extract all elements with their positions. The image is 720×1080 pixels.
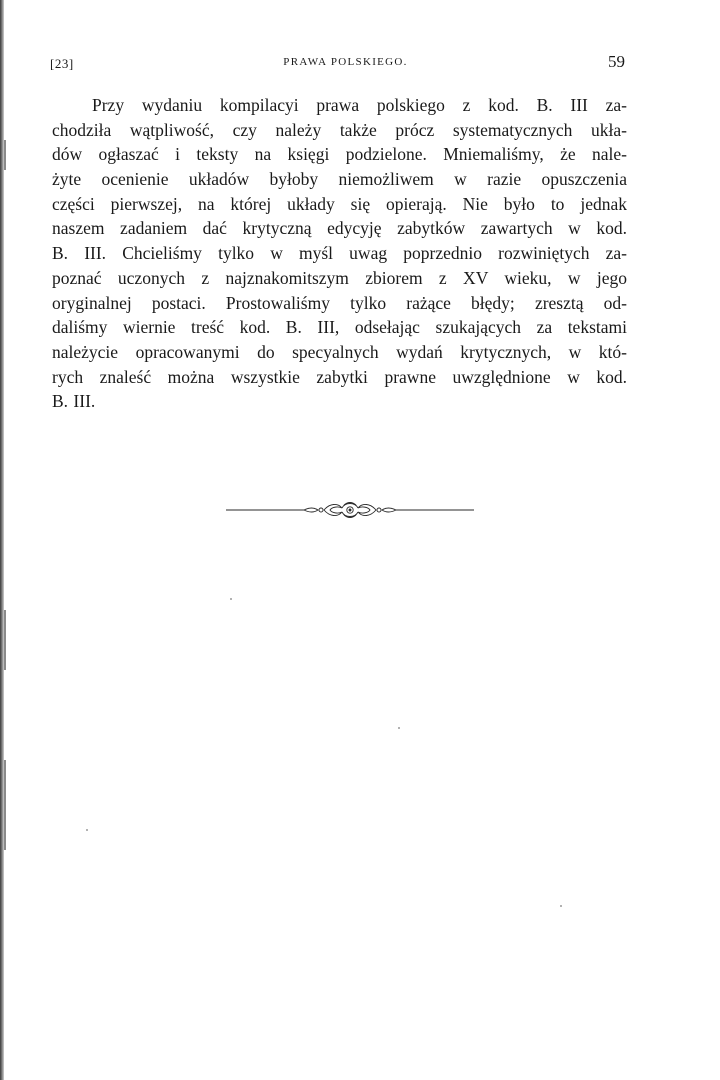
text-line: dów ogłaszać i teksty na księgi podzielone. Mniemaliśmy, że nale- — [52, 144, 627, 165]
binding-speck — [4, 760, 6, 850]
binding-speck — [4, 140, 6, 170]
body-paragraph — [52, 93, 627, 414]
paper-speck — [398, 727, 400, 729]
text-line: Przy wydaniu kompilacyi prawa polskiego z kod. B. III za- — [92, 95, 627, 115]
binding-speck — [4, 610, 6, 670]
text-line: poznać uczonych z najznakomitszym zbiorem z XV wieku, w jego — [52, 267, 627, 288]
section-marker: [23] — [50, 56, 74, 71]
page-number: 59 — [608, 52, 625, 71]
text-line: oryginalnej postaci. Prostowaliśmy tylko rażące błędy; zresztą od- — [52, 292, 627, 313]
text-line: części pierwszej, na której układy się opierają. Nie było to jednak — [52, 193, 627, 214]
running-head — [50, 52, 627, 76]
text-line: daliśmy wiernie treść kod. B. III, odsełając szukających za tekstami — [52, 317, 627, 338]
paper-speck — [560, 905, 562, 907]
paper-speck — [230, 598, 232, 600]
text-line: należycie opracowanymi do specyalnych wydań krytycznych, w któ- — [52, 341, 627, 362]
running-title: PRAWA POLSKIEGO. — [283, 56, 408, 68]
paper-speck — [86, 829, 88, 831]
text-line: B. III. Chcieliśmy tylko w myśl uwag poprzednio rozwiniętych za- — [52, 243, 627, 264]
text-line: rych znaleść można wszystkie zabytki prawne uwzględnione w kod. — [52, 366, 627, 387]
text-line: chodziła wątpliwość, czy należy także prócz systematycznych ukła- — [52, 119, 627, 140]
text-line: naszem zadaniem dać krytyczną edycyję zabytków zawartych w kod. — [52, 218, 627, 239]
text-line: B. III. — [52, 391, 96, 412]
fleuron-divider-icon — [226, 500, 474, 520]
text-line: żyte ocenienie układów byłoby niemożliwem w razie opuszczenia — [52, 169, 627, 190]
